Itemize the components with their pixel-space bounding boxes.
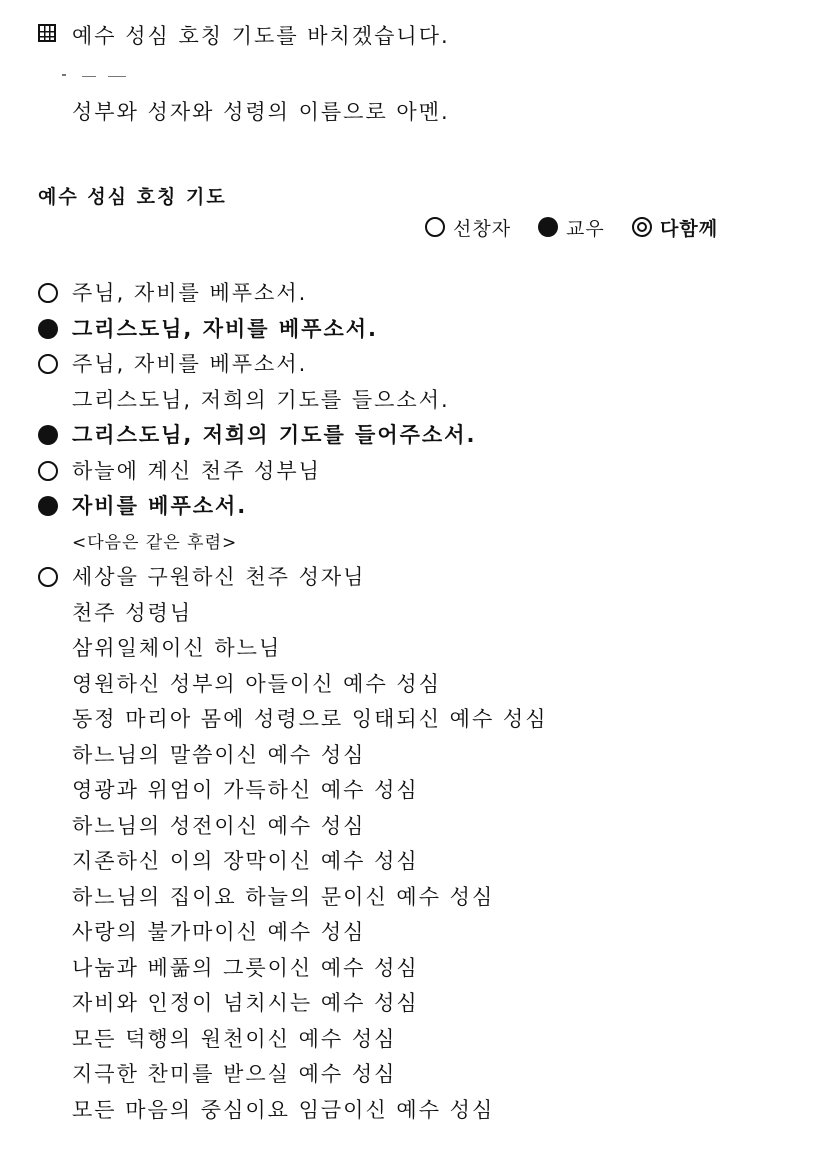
filled-circle-icon: [38, 319, 58, 339]
open-circle-icon: [38, 354, 58, 374]
prayer-line: 주님, 자비를 베푸소서.: [72, 352, 308, 376]
legend-leader-label: 선창자: [453, 218, 512, 240]
prayer-line: 자비와 인정이 넘치시는 예수 성심: [72, 991, 419, 1015]
prayer-line: 모든 덕행의 원천이신 예수 성심: [72, 1026, 397, 1051]
scan-artifact: [82, 76, 96, 77]
prayer-line: 주님, 자비를 베푸소서.: [72, 281, 308, 305]
open-circle-icon: [38, 461, 58, 481]
prayer-line: 모든 마음의 중심이요 임금이신 예수 성심: [72, 1097, 495, 1122]
filled-circle-icon: [538, 217, 558, 237]
prayer-line: 나눔과 베풂의 그릇이신 예수 성심: [72, 955, 419, 980]
prayer-line: 지극한 찬미를 받으실 예수 성심: [72, 1062, 397, 1086]
prayer-line: 지존하신 이의 장막이신 예수 성심: [72, 849, 419, 873]
open-circle-icon: [38, 567, 58, 587]
prayer-line: 하느님의 성전이신 예수 성심: [72, 813, 366, 838]
prayer-line: 천주 성령님: [72, 600, 193, 625]
filled-circle-icon: [38, 425, 58, 445]
prayer-line: 동정 마리아 몸에 성령으로 잉태되신 예수 성심: [72, 707, 548, 731]
filled-circle-icon: [38, 496, 58, 516]
prayer-line: 하늘에 계신 천주 성부님: [72, 458, 321, 483]
prayer-line: 그리스도님, 저희의 기도를 들어주소서.: [72, 423, 477, 447]
prayer-line: 세상을 구원하신 천주 성자님: [72, 565, 366, 589]
scan-artifact: [62, 74, 66, 76]
prayer-line: 사랑의 불가마이신 예수 성심: [72, 920, 366, 944]
page-title: 예수 성심 호칭 기도를 바치겠습니다.: [72, 24, 450, 48]
prayer-line: 영원하신 성부의 아들이신 예수 성심: [72, 671, 441, 696]
refrain-note: <다음은 같은 후렴>: [72, 532, 238, 553]
grid-icon: [38, 24, 56, 42]
open-circle-icon: [425, 217, 445, 237]
double-circle-icon: [632, 217, 652, 237]
legend-together-label: 다함께: [660, 218, 719, 240]
prayer-line: 삼위일체이신 하느님: [72, 636, 282, 660]
scan-artifact: [108, 76, 126, 77]
prayer-line: 영광과 위엄이 가득하신 예수 성심: [72, 778, 419, 802]
closing-line: 성부와 성자와 성령의 이름으로 아멘.: [72, 100, 450, 124]
prayer-line: 그리스도님, 저희의 기도를 들으소서.: [72, 387, 450, 412]
legend-congregation-label: 교우: [566, 218, 605, 240]
prayer-line: 자비를 베푸소서.: [72, 494, 248, 518]
prayer-line: 하느님의 집이요 하늘의 문이신 예수 성심: [72, 884, 495, 909]
section-title: 예수 성심 호칭 기도: [38, 186, 227, 208]
prayer-line: 하느님의 말씀이신 예수 성심: [72, 742, 366, 767]
open-circle-icon: [38, 283, 58, 303]
prayer-line: 그리스도님, 자비를 베푸소서.: [72, 316, 379, 341]
